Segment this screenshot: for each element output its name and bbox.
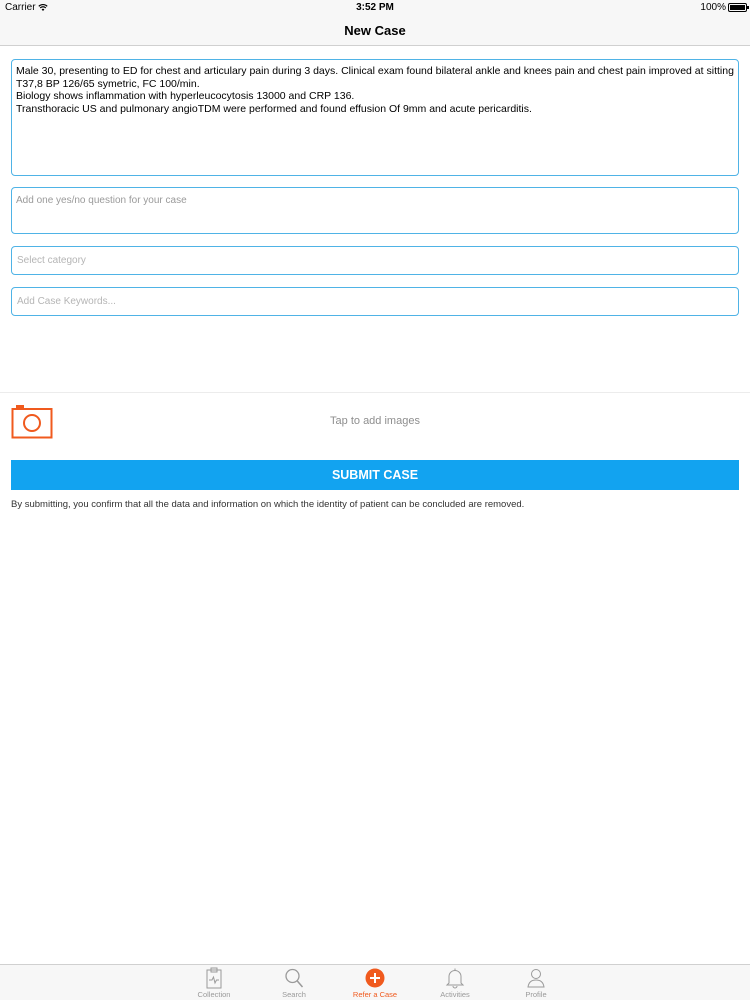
tab-label: Refer a Case <box>352 990 398 999</box>
person-icon <box>526 967 546 989</box>
battery-percentage: 100% <box>700 2 726 13</box>
case-description-textarea[interactable]: Male 30, presenting to ED for chest and articulary pain during 3 days. Clinical exam found bilateral ankle and knees pain and chest pain improved at sitting T37,8 BP 126/65 symetric, FC 100/min. Biology shows inflammation with hyperleucocytosis 13000 and CRP 136. Transthoracic US and pulmonary angioTDM were performed and found effusion Of 9mm and acute pericarditis. <box>11 59 739 176</box>
submission-disclaimer: By submitting, you confirm that all the data and information on which the identity of patient can be concluded are removed. <box>11 499 525 510</box>
tab-activities[interactable] <box>420 965 490 1000</box>
tab-search[interactable] <box>259 965 329 1000</box>
plus-circle-icon <box>365 967 385 989</box>
question-input[interactable]: Add one yes/no question for your case <box>11 187 739 234</box>
tab-profile[interactable] <box>501 965 571 1000</box>
carrier-label: Carrier <box>5 2 36 13</box>
status-time: 3:52 PM <box>356 2 394 13</box>
page-title: New Case <box>344 23 406 38</box>
tab-label: Search <box>282 990 306 999</box>
tab-label: Activities <box>440 990 470 999</box>
tab-label: Profile <box>525 990 547 999</box>
battery-icon <box>728 3 747 12</box>
tab-label: Collection <box>197 990 231 999</box>
status-bar <box>0 0 750 16</box>
section-divider <box>0 392 750 393</box>
search-icon <box>284 967 304 989</box>
keywords-input[interactable]: Add Case Keywords... <box>11 287 739 316</box>
navigation-bar <box>0 16 750 46</box>
tab-bar <box>0 964 750 1000</box>
submit-case-button[interactable]: SUBMIT CASE <box>11 460 739 490</box>
clipboard-pulse-icon <box>204 967 224 989</box>
add-images-label[interactable]: Tap to add images <box>330 415 420 427</box>
category-select[interactable]: Select category <box>11 246 739 275</box>
tab-refer-a-case[interactable] <box>340 965 410 1000</box>
bell-icon <box>445 967 465 989</box>
tab-collection[interactable] <box>179 965 249 1000</box>
